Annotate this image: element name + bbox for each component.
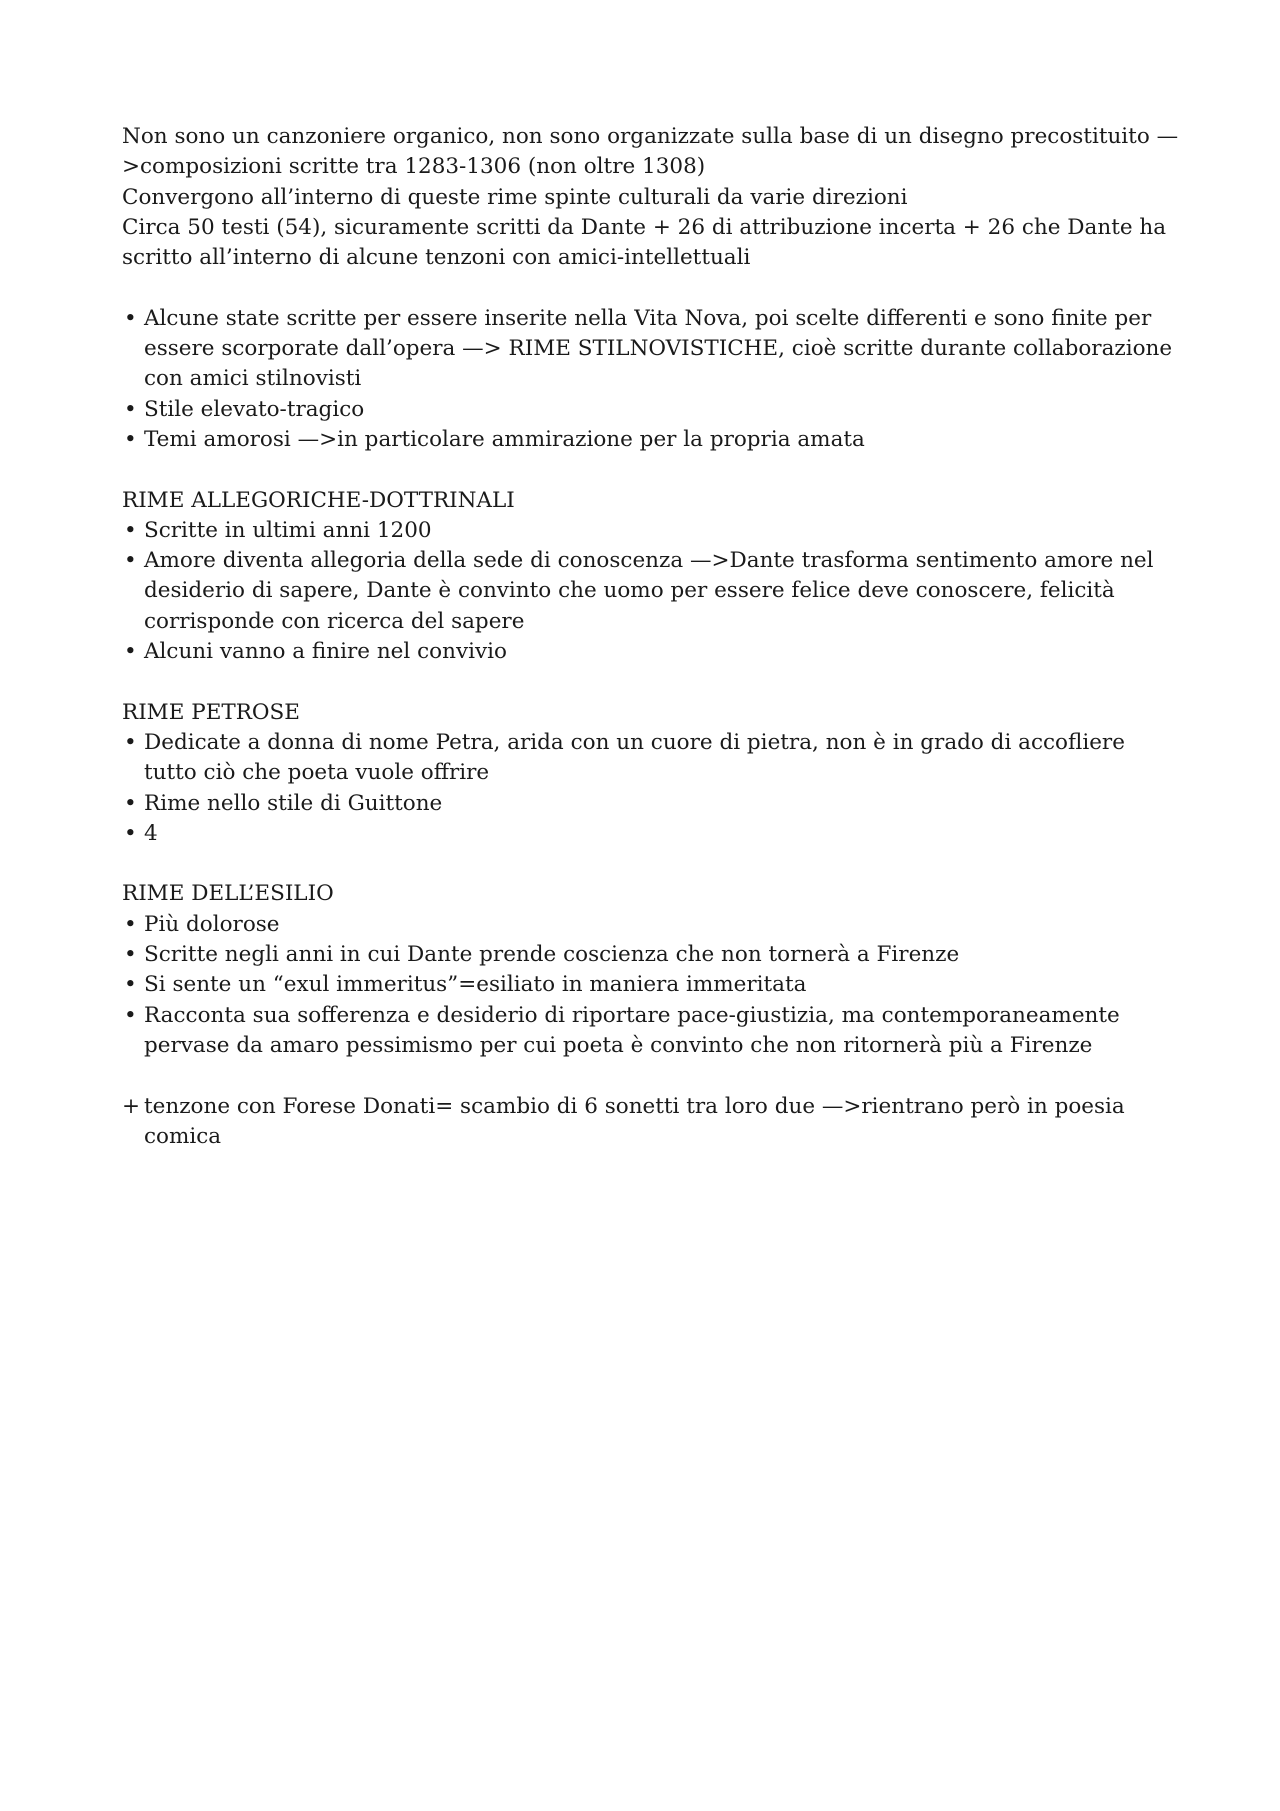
list-item: • Rime nello stile di Guittone (122, 789, 1182, 819)
section-heading-petrose: RIME PETROSE (122, 699, 300, 725)
allegoriche-list (122, 516, 1182, 667)
section-heading-allegoriche: RIME ALLEGORICHE-DOTTRINALI (122, 487, 515, 513)
intro-paragraph-1: Non sono un canzoniere organico, non sono organizzate sulla base di un disegno precostituito —>composizioni scritte tra 1283-1306 (non oltre 1308) (122, 124, 1179, 180)
spacer (122, 1061, 1182, 1091)
list-item: • Stile elevato-tragico (122, 395, 1182, 425)
esilio-list (122, 910, 1182, 1061)
list-item: • Scritte in ultimi anni 1200 (122, 516, 1182, 546)
spacer (122, 455, 1182, 485)
list-item: • Alcune state scritte per essere inserite nella Vita Nova, poi scelte differenti e sono finite per essere scorporate dall’opera —> RIME STILNOVISTICHE, cioè scritte durante collaborazione con amici stilnovisti (122, 304, 1182, 395)
list-item: • Amore diventa allegoria della sede di conoscenza —>Dante trasforma sentimento amore nel desiderio di sapere, Dante è convinto che uomo per essere felice deve conoscere, felicità corrisponde con ricerca del sapere (122, 546, 1182, 637)
plus-marker: + (122, 1093, 141, 1119)
document-page (122, 122, 1182, 1152)
intro-paragraph-3: Circa 50 testi (54), sicuramente scritti da Dante + 26 di attribuzione incerta + 26 che Dante ha scritto all’interno di alcune tenzoni con amici-intellettuali (122, 214, 1167, 271)
spacer (122, 273, 1182, 303)
list-item: • Racconta sua sofferenza e desiderio di riportare pace-giustizia, ma contemporaneamente pervase da amaro pessimismo per cui poeta è convinto che non ritornerà più a Firenze (122, 1001, 1182, 1062)
petrose-list (122, 728, 1182, 849)
stilnovistiche-list (122, 304, 1182, 455)
list-item: • Dedicate a donna di nome Petra, arida con un cuore di pietra, non è in grado di accofliere tutto ciò che poeta vuole offrire (122, 728, 1182, 789)
spacer (122, 667, 1182, 697)
list-item: • 4 (122, 819, 1182, 849)
section-heading-esilio: RIME DELL’ESILIO (122, 881, 334, 907)
list-item: • Scritte negli anni in cui Dante prende coscienza che non tornerà a Firenze (122, 940, 1182, 970)
tenzone-text: tenzone con Forese Donati= scambio di 6 sonetti tra loro due —>rientrano però in poesia comica (144, 1093, 1125, 1149)
intro-paragraph-2: Convergono all’interno di queste rime spinte culturali da varie direzioni (122, 184, 908, 210)
list-item: • Più dolorose (122, 910, 1182, 940)
tenzone-note (122, 1092, 1182, 1153)
list-item: • Temi amorosi —>in particolare ammirazione per la propria amata (122, 425, 1182, 455)
list-item: • Si sente un “exul immeritus”=esiliato in maniera immeritata (122, 970, 1182, 1000)
spacer (122, 849, 1182, 879)
list-item: • Alcuni vanno a finire nel convivio (122, 637, 1182, 667)
